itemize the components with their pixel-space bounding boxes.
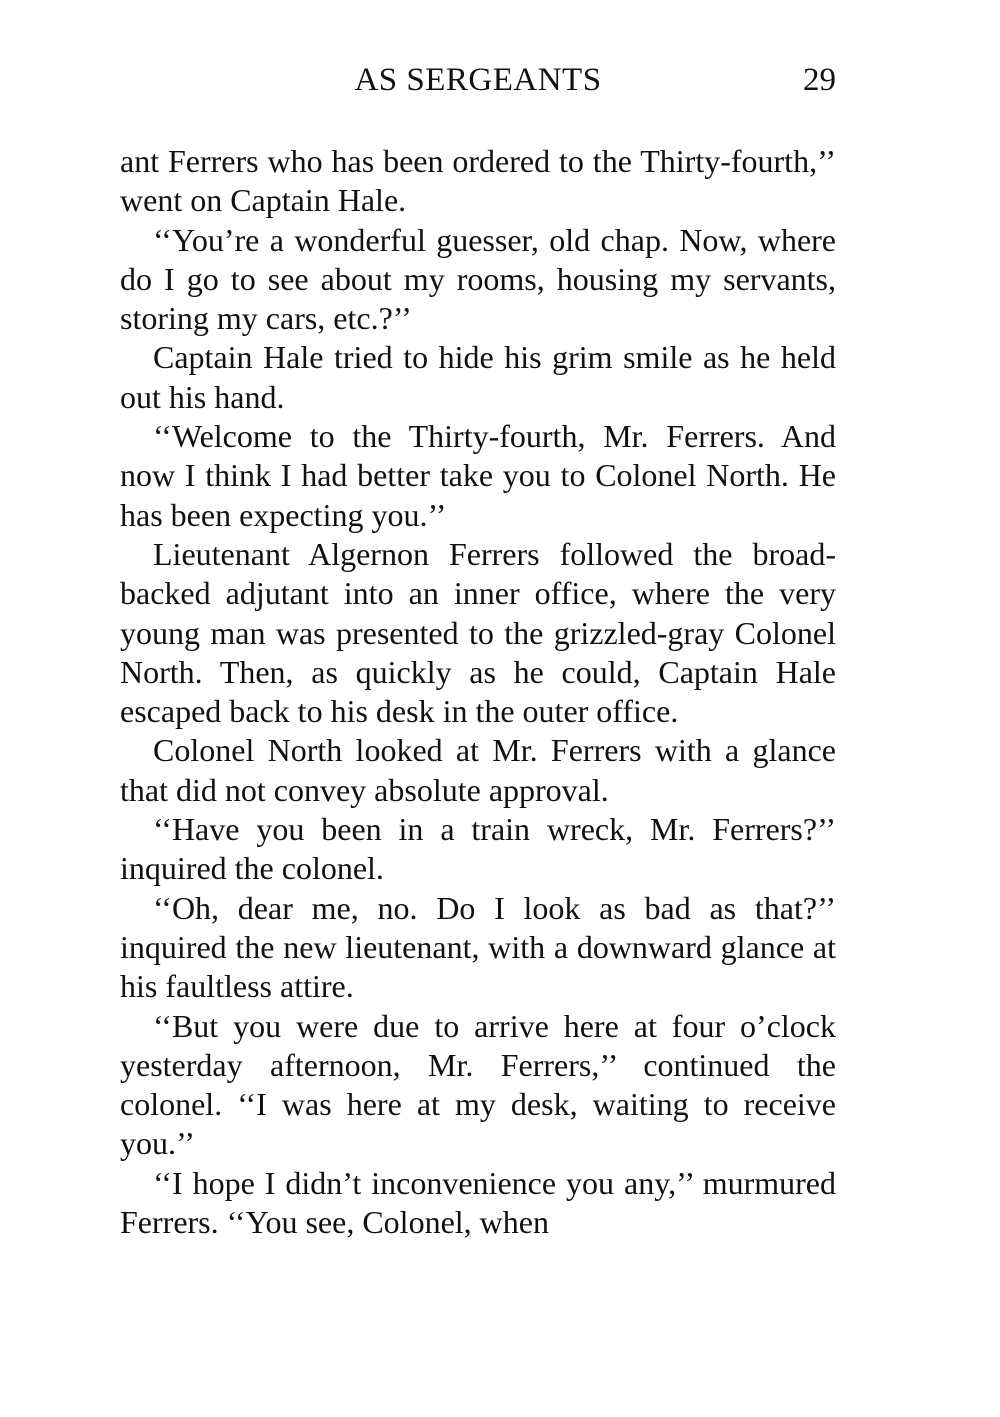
paragraph: ‘‘I hope I didn’t inconvenience you any,’’ murmured Ferrers. ‘‘You see, Colonel, when xyxy=(120,1164,836,1241)
paragraph: ant Ferrers who has been ordered to the Thirty-fourth,’’ went on Captain Hale. xyxy=(120,143,836,219)
paragraph: ‘‘But you were due to arrive here at four o’clock yesterday afternoon, Mr. Ferrers,’’ continued the colonel. ‘‘I was here at my desk, waiting to receive you.’’ xyxy=(120,1007,836,1162)
paragraph: ‘‘Welcome to the Thirty-fourth, Mr. Ferrers. And now I think I had better take you to Colonel North. He has been expecting you.’’ xyxy=(120,418,836,533)
paragraph: ‘‘Have you been in a train wreck, Mr. Ferrers?’’ inquired the colonel. xyxy=(120,811,836,887)
paragraph: ‘‘Oh, dear me, no. Do I look as bad as that?’’ inquired the new lieutenant, with a downward glance at his faultless attire. xyxy=(120,889,836,1005)
paragraph: Captain Hale tried to hide his grim smile as he held out his hand. xyxy=(120,339,836,415)
body-text xyxy=(120,142,836,1242)
paragraph: Colonel North looked at Mr. Ferrers with a glance that did not convey absolute approval. xyxy=(120,732,836,808)
page-number: 29 xyxy=(803,62,836,98)
running-header xyxy=(120,58,836,102)
paragraph: Lieutenant Algernon Ferrers followed the broad-backed adjutant into an inner office, where the very young man was presented to the grizzled-gray Colonel North. Then, as quickly as he could, Captain Hale escaped back to his desk in the outer office. xyxy=(120,535,836,730)
paragraph: ‘‘You’re a wonderful guesser, old chap. Now, where do I go to see about my rooms, housing my servants, storing my cars, etc.?’’ xyxy=(120,221,836,337)
running-title: AS SERGEANTS xyxy=(354,62,602,98)
